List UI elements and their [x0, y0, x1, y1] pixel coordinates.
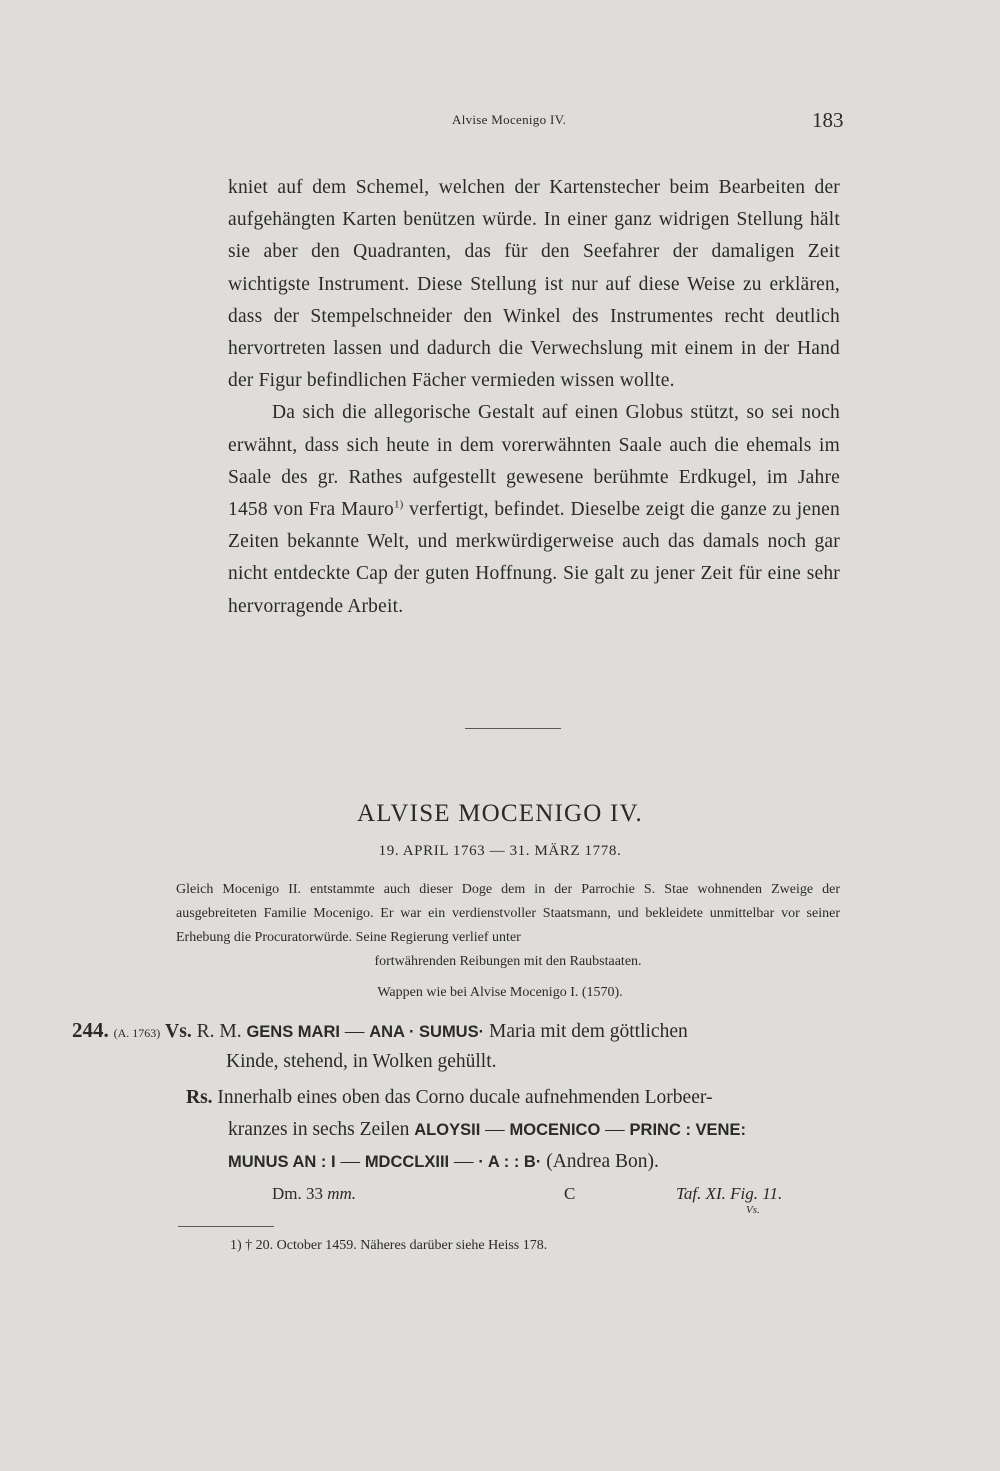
obverse-prefix: R. M.	[196, 1021, 242, 1042]
footnote-reference[interactable]: 1)	[393, 498, 404, 511]
legend-dash: —	[454, 1151, 474, 1172]
paragraph-part: Da sich die allegorische Gestalt auf einen Globus stützt, so sei noch erwähnt, dass sich heute in dem vorerwähnten Saale auch die ehemals im Saale des gr. Rathes aufgestellt gewesene berühmte Erdkugel, im Jahre 1458 von Fra Mauro	[228, 402, 840, 521]
obverse-legend: GENS MARI	[246, 1023, 340, 1041]
entry-obverse-line	[72, 1014, 688, 1049]
reverse-line	[228, 1146, 659, 1178]
obverse-description: Maria mit dem göttlichen	[488, 1021, 688, 1042]
reverse-legend: MDCCLXIII	[364, 1153, 450, 1171]
section-intro	[176, 878, 840, 974]
section-title: ALVISE MOCENIGO IV.	[356, 800, 643, 827]
obverse-description: Kinde, stehend, in Wolken gehüllt.	[226, 1051, 497, 1072]
obverse-label: Vs.	[165, 1021, 192, 1042]
legend-dash: —	[485, 1119, 505, 1140]
paragraph	[228, 397, 840, 622]
reverse-description: kranzes in sechs Zeilen	[228, 1119, 410, 1140]
paragraph-part: verfertigt, befindet. Dieselbe zeigt die ganze zu jenen Zeiten bekannte Welt, und merkwürdigerweise auch das damals noch gar nicht entdeckte Cap der guten Hoffnung. Sie galt zu jener Zeit für eine sehr hervorragende Arbeit.	[228, 499, 840, 617]
footnote-mark: 1)	[230, 1238, 242, 1253]
footnote-divider	[178, 1226, 274, 1227]
reverse-description: Innerhalb eines oben das Corno ducale aufnehmenden Lorbeer-	[217, 1087, 713, 1108]
entry-reference: (A. 1763)	[113, 1026, 161, 1040]
intro-text: Gleich Mocenigo II. entstammte auch dieser Doge dem in der Parrochie S. Stae wohnenden Zweige der ausgebreiteten Familie Mocenigo. Er war ein verdienstvoller Staatsmann, und bekleidete unmittelbar vor seiner Erhebung die Procuratorwürde. Seine Regierung verlief unter	[176, 882, 840, 945]
reverse-line	[228, 1114, 746, 1146]
reverse-legend: ALOYSII	[414, 1121, 481, 1139]
reverse-legend: PRINC : VENE:	[629, 1121, 746, 1139]
diameter	[272, 1184, 356, 1204]
legend-dash: —	[344, 1021, 365, 1042]
reverse-legend: MUNUS AN : I	[228, 1153, 336, 1171]
paragraph: kniet auf dem Schemel, welchen der Kartenstecher beim Bearbeiten der aufgehängten Karten benützen würde. In einer ganz widrigen Stellung hält sie aber den Quadranten, das für den Seefahrer der damaligen Zeit wichtigste Instrument. Diese Stellung ist nur auf diese Weise zu erklären, dass der Stempelschneider den Winkel des Instrumentes recht deutlich hervortreten lassen und dadurch die Verwechslung mit einem in der Hand der Figur befindlichen Fächer vermieden wissen wollte.	[228, 177, 840, 392]
obverse-legend: ANA · SUMUS·	[369, 1023, 485, 1041]
arms-note: Wappen wie bei Alvise Mocenigo I. (1570).	[377, 985, 623, 1000]
reverse-legend: · A : : B·	[478, 1153, 542, 1171]
plate-side: Vs.	[746, 1204, 760, 1216]
footnote	[230, 1238, 547, 1254]
running-head: Alvise Mocenigo IV.	[452, 112, 567, 127]
section-divider	[465, 728, 561, 729]
reverse-line	[186, 1082, 712, 1114]
page-number: 183	[812, 108, 844, 132]
main-text	[228, 172, 840, 623]
reign-dates: 19. APRIL 1763 — 31. MÄRZ 1778.	[378, 843, 622, 859]
diameter-value: Dm. 33	[272, 1184, 323, 1203]
footnote-text: † 20. October 1459. Näheres darüber siehe Heiss 178.	[245, 1238, 548, 1253]
legend-dash: —	[340, 1151, 360, 1172]
intro-text-last-line: fortwährenden Reibungen mit den Raubstaaten.	[374, 954, 642, 969]
engraver: (Andrea Bon).	[546, 1151, 659, 1172]
reverse-label: Rs.	[186, 1087, 213, 1108]
legend-dash: —	[605, 1119, 625, 1140]
metal: C	[564, 1184, 576, 1203]
plate-reference: Taf. XI. Fig. 11.	[676, 1184, 783, 1203]
diameter-unit: mm.	[327, 1184, 357, 1203]
entry-number: 244.	[72, 1018, 109, 1042]
reverse-legend: MOCENICO	[509, 1121, 601, 1139]
